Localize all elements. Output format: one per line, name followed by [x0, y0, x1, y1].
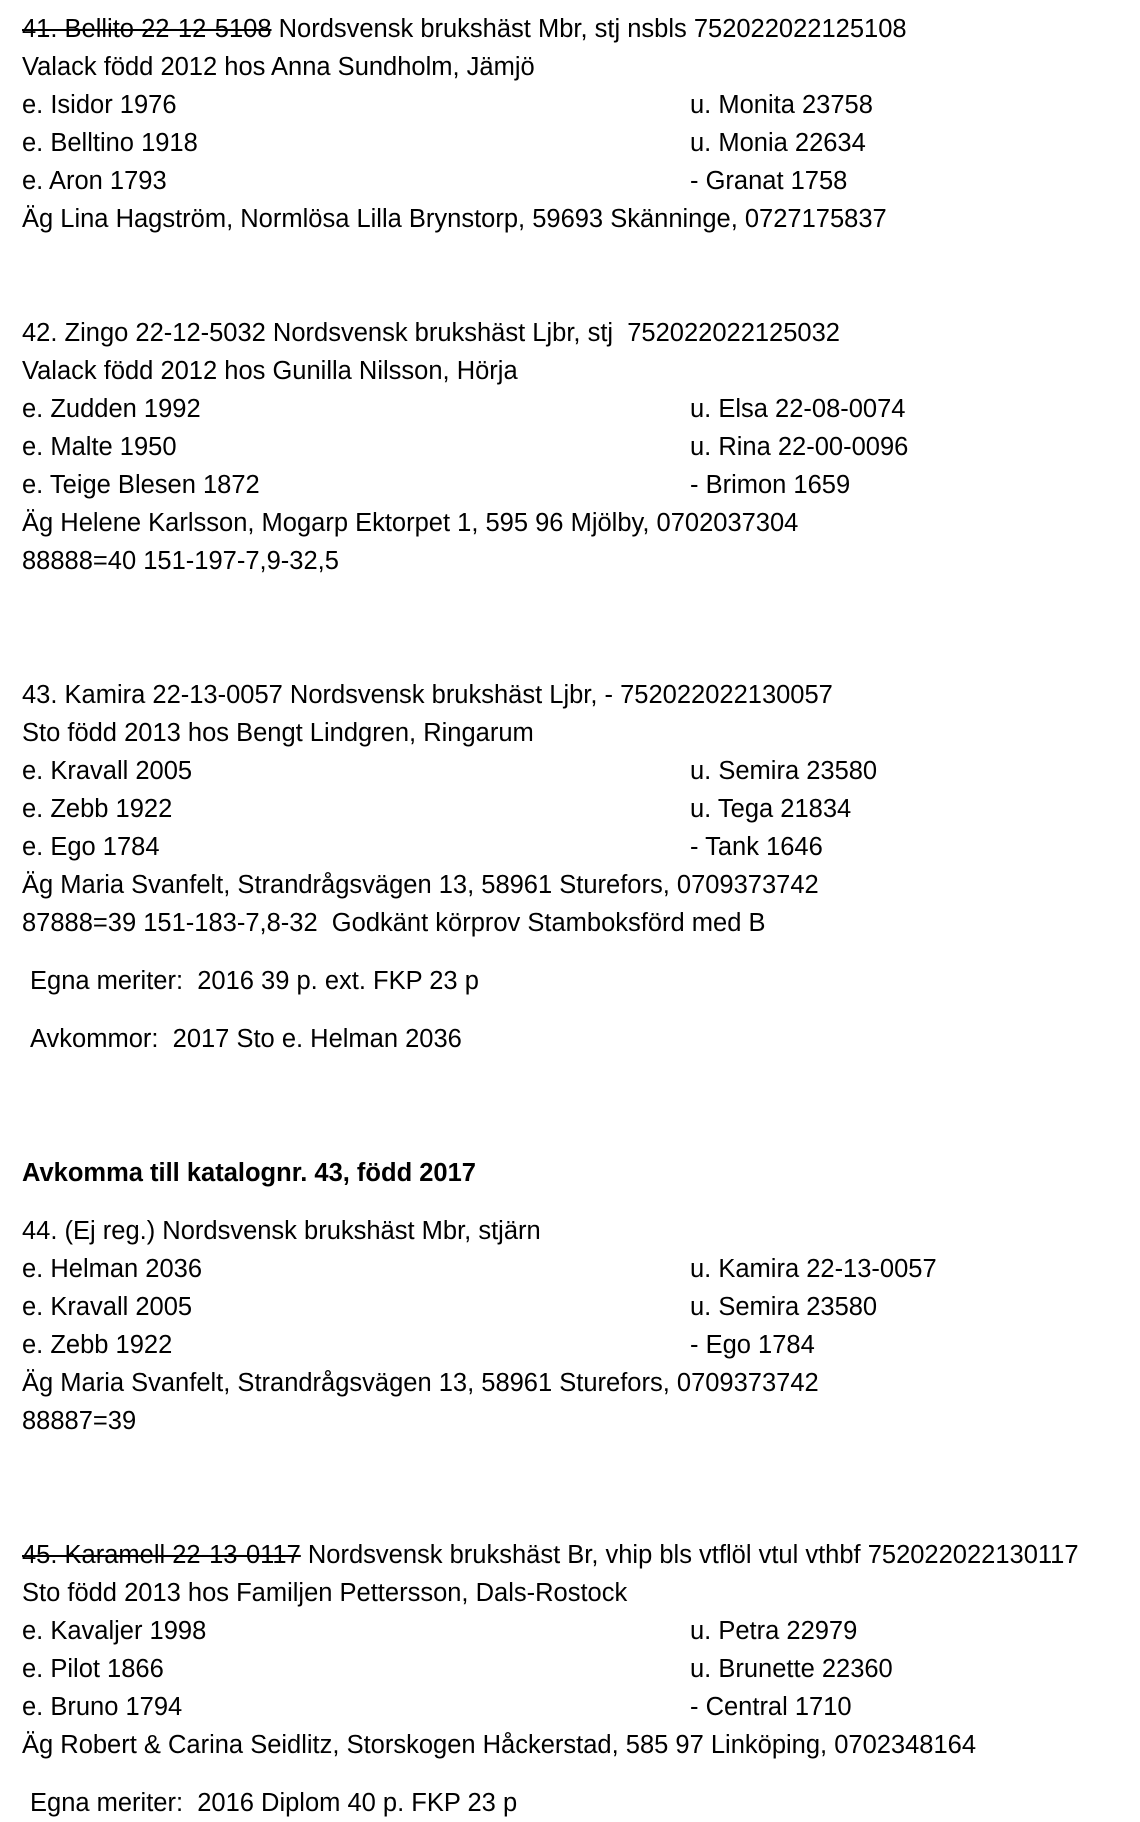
- dam-label: - Granat 1758: [690, 167, 848, 195]
- dam-label: u. Semira 23580: [690, 757, 878, 785]
- entry-41-header: [22, 10, 1140, 48]
- entry-45-pedigree-row-2: [22, 1650, 1140, 1688]
- sire-label: e. Kavaljer 1998: [22, 1617, 207, 1645]
- entry-41-pedigree-row-3: [22, 162, 1140, 200]
- spacer: [22, 1000, 1140, 1020]
- entry-45-header-rest: Nordsvensk brukshäst Br, vhip bls vtflöl vtul vthbf 752022022130117: [300, 1541, 1079, 1569]
- sire-label: e. Aron 1793: [22, 167, 167, 195]
- entry-43-owner: Äg Maria Svanfelt, Strandrågsvägen 13, 58961 Sturefors, 0709373742: [22, 871, 819, 899]
- catalog-entry-44: [0, 1212, 1140, 1440]
- entry-41-header-struck: 41. Bellito 22-12-5108: [22, 15, 272, 43]
- sire-label: e. Bruno 1794: [22, 1693, 183, 1721]
- dam-label: - Ego 1784: [690, 1331, 815, 1359]
- dam-label: u. Monita 23758: [690, 91, 873, 119]
- spacer: [0, 1440, 1140, 1536]
- entry-42-pedigree-row-1: [22, 390, 1140, 428]
- catalog-entry-41: [0, 10, 1140, 238]
- entry-43-offspring: Avkommor: 2017 Sto e. Helman 2036: [30, 1025, 462, 1053]
- spacer: [0, 238, 1140, 314]
- entry-41-owner: Äg Lina Hagström, Normlösa Lilla Brynstorp, 59693 Skänninge, 0727175837: [22, 205, 887, 233]
- entry-45-birth: Sto född 2013 hos Familjen Pettersson, Dals-Rostock: [22, 1579, 628, 1607]
- spacer: [0, 1192, 1140, 1212]
- catalog-entry-43: [0, 676, 1140, 1058]
- dam-label: u. Elsa 22-08-0074: [690, 395, 906, 423]
- entry-43-pedigree-row-2: [22, 790, 1140, 828]
- spacer: [0, 1058, 1140, 1154]
- catalog-entry-42: [0, 314, 1140, 580]
- entry-42-pedigree-row-3: [22, 466, 1140, 504]
- entry-45-pedigree-row-3: [22, 1688, 1140, 1726]
- entry-45-header-struck: 45. Karamell 22-13-0117: [22, 1541, 301, 1569]
- dam-label: u. Rina 22-00-0096: [690, 433, 909, 461]
- sire-label: e. Zudden 1992: [22, 395, 201, 423]
- sire-label: e. Belltino 1918: [22, 129, 198, 157]
- dam-label: u. Tega 21834: [690, 795, 852, 823]
- entry-44-pedigree-row-3: [22, 1326, 1140, 1364]
- catalog-entry-45: [0, 1536, 1140, 1822]
- entry-45-merits: Egna meriter: 2016 Diplom 40 p. FKP 23 p: [30, 1789, 518, 1817]
- sire-label: e. Pilot 1866: [22, 1655, 164, 1683]
- dam-label: u. Monia 22634: [690, 129, 866, 157]
- entry-42-pedigree-row-2: [22, 428, 1140, 466]
- dam-label: - Brimon 1659: [690, 471, 851, 499]
- entry-45-owner: Äg Robert & Carina Seidlitz, Storskogen Håckerstad, 585 97 Linköping, 0702348164: [22, 1731, 977, 1759]
- entry-44-pedigree-row-2: [22, 1288, 1140, 1326]
- entry-43-merits: Egna meriter: 2016 39 p. ext. FKP 23 p: [30, 967, 479, 995]
- entry-43-birth: Sto född 2013 hos Bengt Lindgren, Ringarum: [22, 719, 534, 747]
- entry-41-pedigree-row-1: [22, 86, 1140, 124]
- entry-45-header: [22, 1536, 1140, 1574]
- entry-41-birth: Valack född 2012 hos Anna Sundholm, Jämjö: [22, 53, 535, 81]
- spacer: [22, 942, 1140, 962]
- entry-44-owner: Äg Maria Svanfelt, Strandrågsvägen 13, 58961 Sturefors, 0709373742: [22, 1369, 819, 1397]
- spacer: [0, 580, 1140, 676]
- dam-label: u. Petra 22979: [690, 1617, 858, 1645]
- sire-label: e. Teige Blesen 1872: [22, 471, 260, 499]
- entry-42-measurements: 88888=40 151-197-7,9-32,5: [22, 547, 339, 575]
- spacer: [22, 1764, 1140, 1784]
- entry-43-header: 43. Kamira 22-13-0057 Nordsvensk brukshäst Ljbr, - 752022022130057: [22, 681, 833, 709]
- dam-label: - Tank 1646: [690, 833, 823, 861]
- entry-42-birth: Valack född 2012 hos Gunilla Nilsson, Hörja: [22, 357, 518, 385]
- dam-label: - Central 1710: [690, 1693, 852, 1721]
- sire-label: e. Zebb 1922: [22, 795, 173, 823]
- dam-label: u. Kamira 22-13-0057: [690, 1255, 937, 1283]
- sire-label: e. Isidor 1976: [22, 91, 177, 119]
- dam-label: u. Semira 23580: [690, 1293, 878, 1321]
- sire-label: e. Zebb 1922: [22, 1331, 173, 1359]
- entry-43-pedigree-row-1: [22, 752, 1140, 790]
- sire-label: e. Ego 1784: [22, 833, 160, 861]
- sire-label: e. Kravall 2005: [22, 757, 193, 785]
- entry-43-pedigree-row-3: [22, 828, 1140, 866]
- sire-label: e. Helman 2036: [22, 1255, 203, 1283]
- dam-label: u. Brunette 22360: [690, 1655, 893, 1683]
- sire-label: e. Kravall 2005: [22, 1293, 193, 1321]
- section-heading: Avkomma till katalognr. 43, född 2017: [22, 1159, 476, 1187]
- sire-label: e. Malte 1950: [22, 433, 177, 461]
- entry-45-pedigree-row-1: [22, 1612, 1140, 1650]
- entry-44-pedigree-row-1: [22, 1250, 1140, 1288]
- entry-44-measurements: 88887=39: [22, 1407, 137, 1435]
- entry-42-header: 42. Zingo 22-12-5032 Nordsvensk brukshäst Ljbr, stj 752022022125032: [22, 319, 840, 347]
- entry-44-header: 44. (Ej reg.) Nordsvensk brukshäst Mbr, stjärn: [22, 1217, 541, 1245]
- entry-41-header-rest: Nordsvensk brukshäst Mbr, stj nsbls 752022022125108: [271, 15, 907, 43]
- entry-43-measurements: 87888=39 151-183-7,8-32 Godkänt körprov Stamboksförd med B: [22, 909, 766, 937]
- entry-41-pedigree-row-2: [22, 124, 1140, 162]
- entry-42-owner: Äg Helene Karlsson, Mogarp Ektorpet 1, 595 96 Mjölby, 0702037304: [22, 509, 799, 537]
- section-heading-block: [0, 1154, 1140, 1192]
